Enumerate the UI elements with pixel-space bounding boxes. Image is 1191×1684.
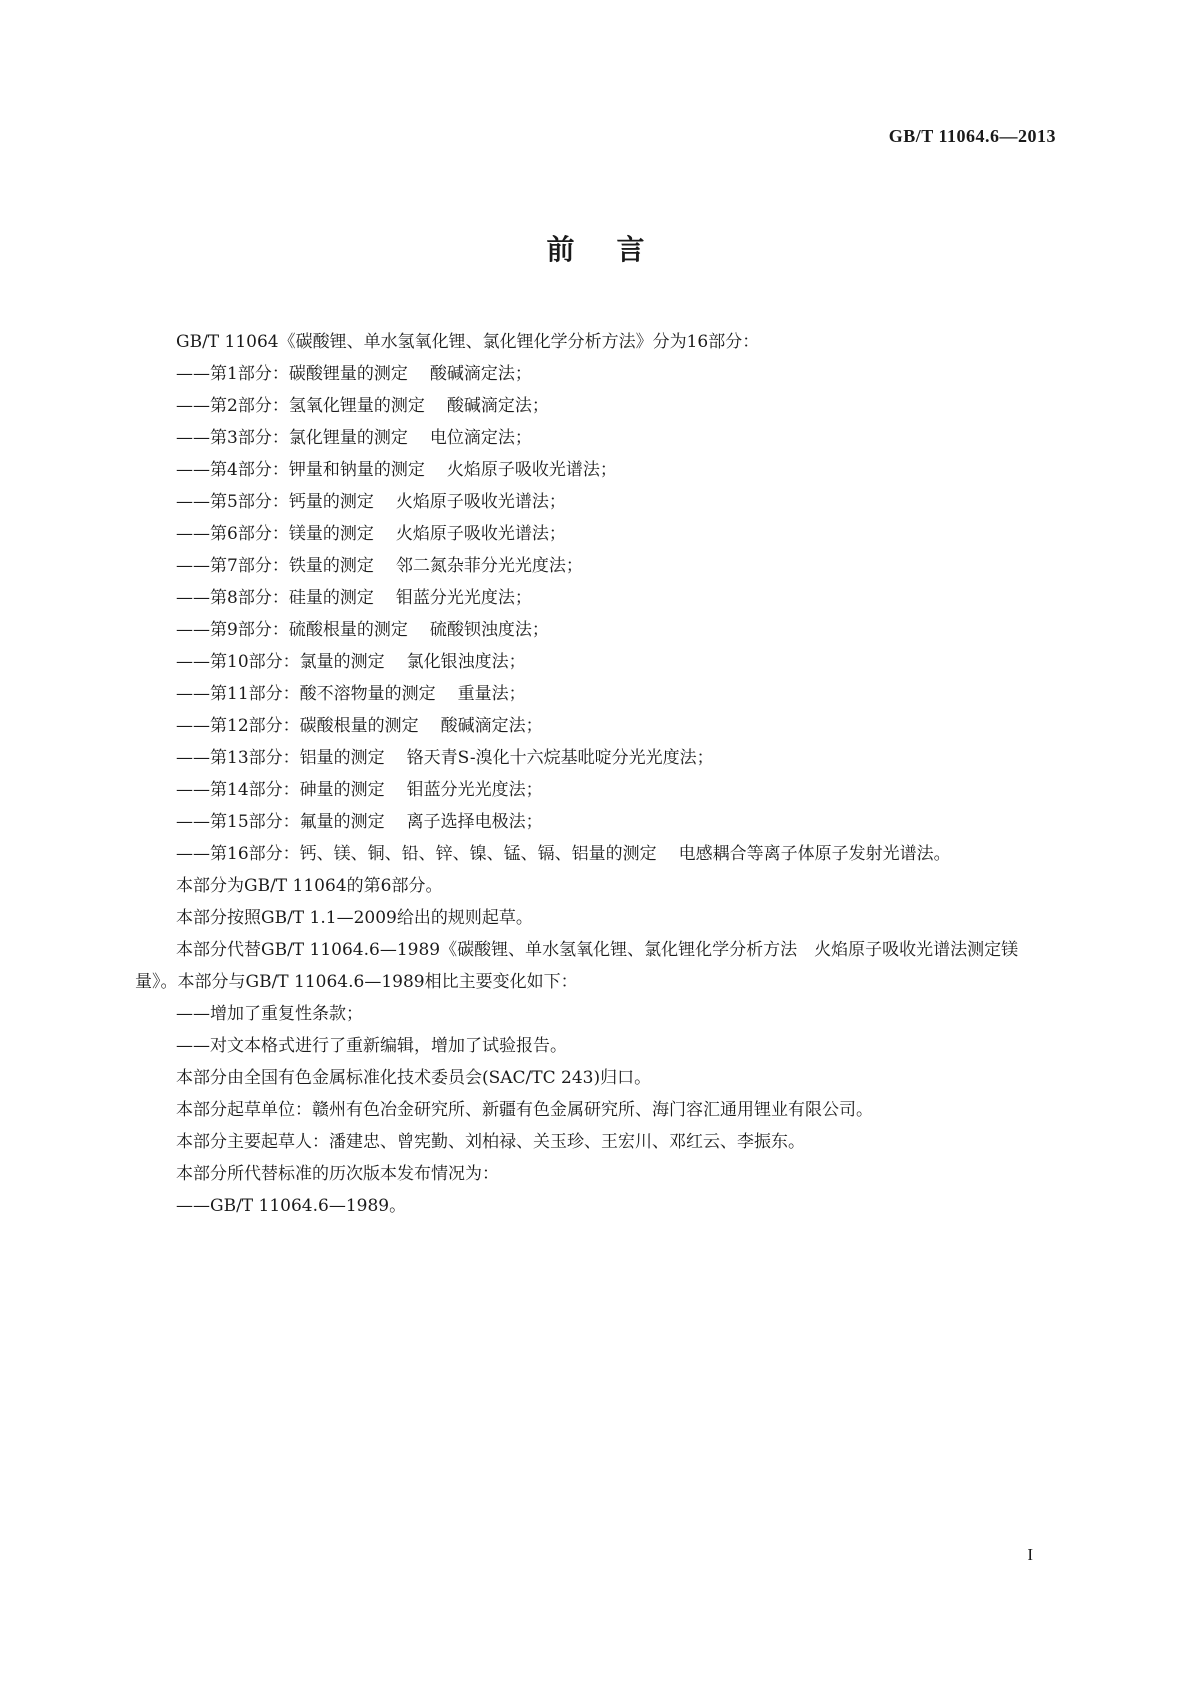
part-method: 酸碱滴定法；: [440, 716, 543, 736]
list-item: ——增加了重复性条款；: [176, 1004, 363, 1024]
part-method: 重量法；: [457, 684, 526, 704]
part-method: 火焰原子吸收光谱法；: [395, 524, 566, 544]
drafting-units-statement: 本部分起草单位：赣州有色冶金研究所、新疆有色金属研究所、海门容汇通用锂业有限公司。: [176, 1100, 873, 1120]
part-method: 电位滴定法；: [429, 428, 532, 448]
part-label: ——第13部分：铝量的测定: [176, 748, 385, 768]
part-method: 钼蓝分光光度法；: [406, 780, 543, 800]
part-method: 氯化银浊度法；: [406, 652, 526, 672]
part-method: 酸碱滴定法；: [429, 364, 532, 384]
list-item: [135, 838, 1060, 870]
part-label: ——第6部分：镁量的测定: [176, 524, 374, 544]
part-method: 火焰原子吸收光谱法；: [446, 460, 617, 480]
part-of-statement: 本部分为GB/T 11064的第6部分。: [176, 876, 443, 896]
history-list: [135, 1190, 1060, 1222]
history-intro: 本部分所代替标准的历次版本发布情况为：: [176, 1164, 499, 1184]
part-method: 火焰原子吸收光谱法；: [395, 492, 566, 512]
part-method: 电感耦合等离子体原子发射光谱法。: [678, 844, 951, 864]
list-item: [135, 774, 1060, 806]
list-item: ——GB/T 11064.6—1989。: [176, 1196, 407, 1216]
part-label: ——第15部分：氟量的测定: [176, 812, 385, 832]
intro-paragraph: GB/T 11064《碳酸锂、单水氢氧化锂、氯化锂化学分析方法》分为16部分：: [176, 332, 760, 352]
list-item: [135, 678, 1060, 710]
part-label: ——第1部分：碳酸锂量的测定: [176, 364, 408, 384]
list-item: [135, 710, 1060, 742]
part-label: ——第11部分：酸不溶物量的测定: [176, 684, 436, 704]
list-item: [135, 486, 1060, 518]
part-label: ——第3部分：氯化锂量的测定: [176, 428, 408, 448]
part-label: ——第12部分：碳酸根量的测定: [176, 716, 419, 736]
foreword-body: [135, 326, 1060, 1222]
drafting-rules-statement: 本部分按照GB/T 1.1—2009给出的规则起草。: [176, 908, 533, 928]
list-item: ——对文本格式进行了重新编辑，增加了试验报告。: [176, 1036, 567, 1056]
page-number: I: [1027, 1545, 1033, 1564]
part-label: ——第16部分：钙、镁、铜、铅、锌、镍、锰、镉、铝量的测定: [176, 844, 657, 864]
centralized-statement: 本部分由全国有色金属标准化技术委员会(SAC/TC 243)归口。: [176, 1068, 652, 1088]
part-label: ——第8部分：硅量的测定: [176, 588, 374, 608]
list-item: [135, 518, 1060, 550]
list-item: [135, 358, 1060, 390]
part-method: 离子选择电极法；: [406, 812, 543, 832]
list-item: [135, 550, 1060, 582]
part-method: 酸碱滴定法；: [446, 396, 549, 416]
part-label: ——第9部分：硫酸根量的测定: [176, 620, 408, 640]
parts-list: [135, 358, 1060, 870]
part-method: 钼蓝分光光度法；: [395, 588, 532, 608]
part-label: ——第7部分：铁量的测定: [176, 556, 374, 576]
part-label: ——第4部分：钾量和钠量的测定: [176, 460, 425, 480]
changes-list: [135, 998, 1060, 1062]
part-label: ——第5部分：钙量的测定: [176, 492, 374, 512]
part-method: 邻二氮杂菲分光光度法；: [395, 556, 583, 576]
page-title: 前言: [546, 233, 687, 266]
list-item: [135, 422, 1060, 454]
list-item: [135, 614, 1060, 646]
list-item: [135, 742, 1060, 774]
replaces-statement: 本部分代替GB/T 11064.6—1989《碳酸锂、单水氢氧化锂、氯化锂化学分析方法 火焰原子吸收光谱法测定镁量》。本部分与GB/T 11064.6—1989相比主要变化如下：: [135, 940, 1019, 992]
drafters-statement: 本部分主要起草人：潘建忠、曾宪勤、刘柏禄、关玉珍、王宏川、邓红云、李振东。: [176, 1132, 805, 1152]
list-item: [135, 390, 1060, 422]
part-method: 铬天青S-溴化十六烷基吡啶分光光度法；: [406, 748, 714, 768]
standard-code: GB/T 11064.6—2013: [888, 126, 1056, 146]
list-item: [135, 646, 1060, 678]
list-item: [135, 582, 1060, 614]
part-method: 硫酸钡浊度法；: [429, 620, 549, 640]
part-label: ——第2部分：氢氧化锂量的测定: [176, 396, 425, 416]
part-label: ——第14部分：砷量的测定: [176, 780, 385, 800]
part-label: ——第10部分：氯量的测定: [176, 652, 385, 672]
list-item: [135, 806, 1060, 838]
list-item: [135, 454, 1060, 486]
